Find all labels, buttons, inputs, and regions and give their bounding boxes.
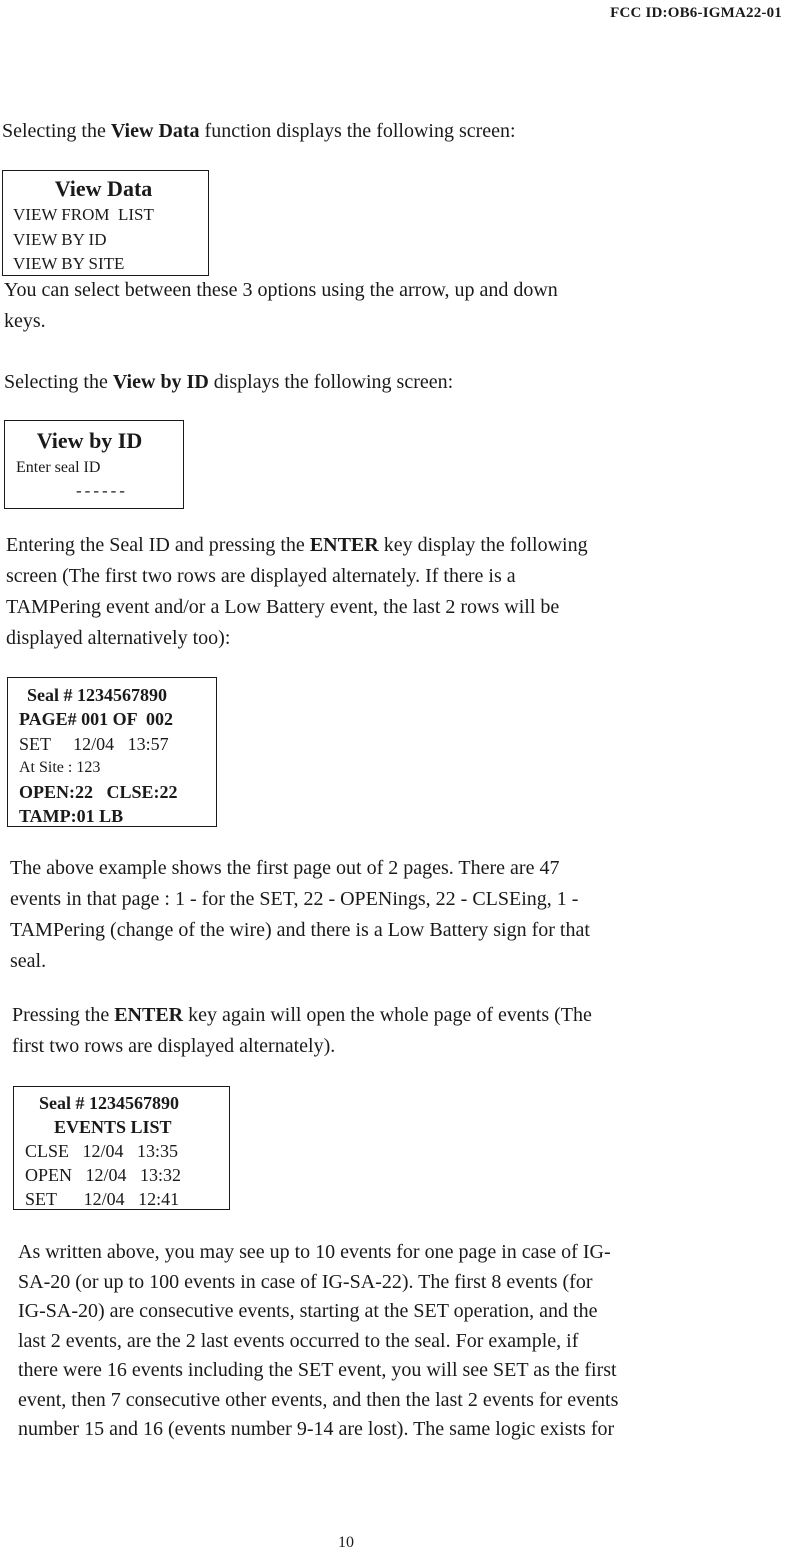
at-site-row: At Site : 123	[19, 758, 101, 776]
enter-again-paragraph: Pressing the ENTER key again will open the whole page of events (The first two rows are displayed alternately).	[12, 1004, 592, 1057]
open-close-count-row: OPEN:22 CLSE:22	[19, 782, 178, 803]
page-number: 10	[338, 1534, 354, 1551]
menu-option-view-by-site: VIEW BY SITE	[13, 254, 125, 273]
event-row: OPEN 12/04 13:32	[25, 1165, 182, 1185]
events-list-screen	[13, 1086, 230, 1210]
tamper-low-battery-row: TAMP:01 LB	[19, 806, 124, 827]
enter-seal-id-paragraph: Entering the Seal ID and pressing the ENTER key display the following screen (The first two rows are displayed alternately. If there is a TAMPering event and/or a Low Battery event, the last 2 rows will be displayed alternatively too):	[6, 534, 588, 649]
menu-option-view-by-id: VIEW BY ID	[13, 229, 107, 249]
page-number-row: PAGE# 001 OF 002	[19, 709, 173, 730]
events-list-title: EVENTS LIST	[54, 1117, 172, 1137]
event-row: SET 12/04 12:41	[25, 1189, 180, 1209]
event-row: CLSE 12/04 13:35	[25, 1141, 179, 1161]
seal-status-screen	[7, 677, 217, 827]
view-data-screen	[2, 170, 209, 276]
menu-option-view-from-list: VIEW FROM LIST	[13, 205, 154, 224]
page-example-paragraph: The above example shows the first page out of 2 pages. There are 47 events in that page : 1 - for the SET, 22 - OPENings, 22 - CLSEing, 1 - TAMPering (change of the wire) and there is a Low Battery sign for that seal.	[10, 857, 590, 972]
fcc-id-header: FCC ID:OB6-IGMA22-01	[610, 5, 782, 21]
seal-number-row: Seal # 1234567890	[27, 685, 168, 705]
intro-view-data-paragraph: Selecting the View Data function displays the following screen:	[2, 120, 516, 142]
select-options-paragraph: You can select between these 3 options using the arrow, up and down keys.	[4, 279, 558, 332]
enter-seal-id-prompt: Enter seal ID	[16, 459, 101, 476]
view-by-id-screen	[4, 420, 184, 509]
set-event-row: SET 12/04 13:57	[19, 733, 169, 754]
events-logic-paragraph: As written above, you may see up to 10 events for one page in case of IG- SA-20 (or up to 100 events in case of IG-SA-22). The first 8 events (for IG-SA-20) are consecutive events, starting at the SET operation, and the last 2 events, are the 2 last events occurred to the seal. For example, if there were 16 events including the SET event, you will see SET as the first event, then 7 consecutive other events, and then the last 2 events for events number 15 and 16 (events number 9-14 are lost). The same logic exists for	[18, 1241, 619, 1440]
seal-id-input-mask: ------	[76, 481, 128, 500]
view-data-title: View Data	[54, 176, 153, 201]
seal-number-row: Seal # 1234567890	[39, 1093, 180, 1113]
view-by-id-title: View by ID	[36, 428, 143, 453]
intro-view-by-id-paragraph: Selecting the View by ID displays the following screen:	[4, 371, 454, 393]
